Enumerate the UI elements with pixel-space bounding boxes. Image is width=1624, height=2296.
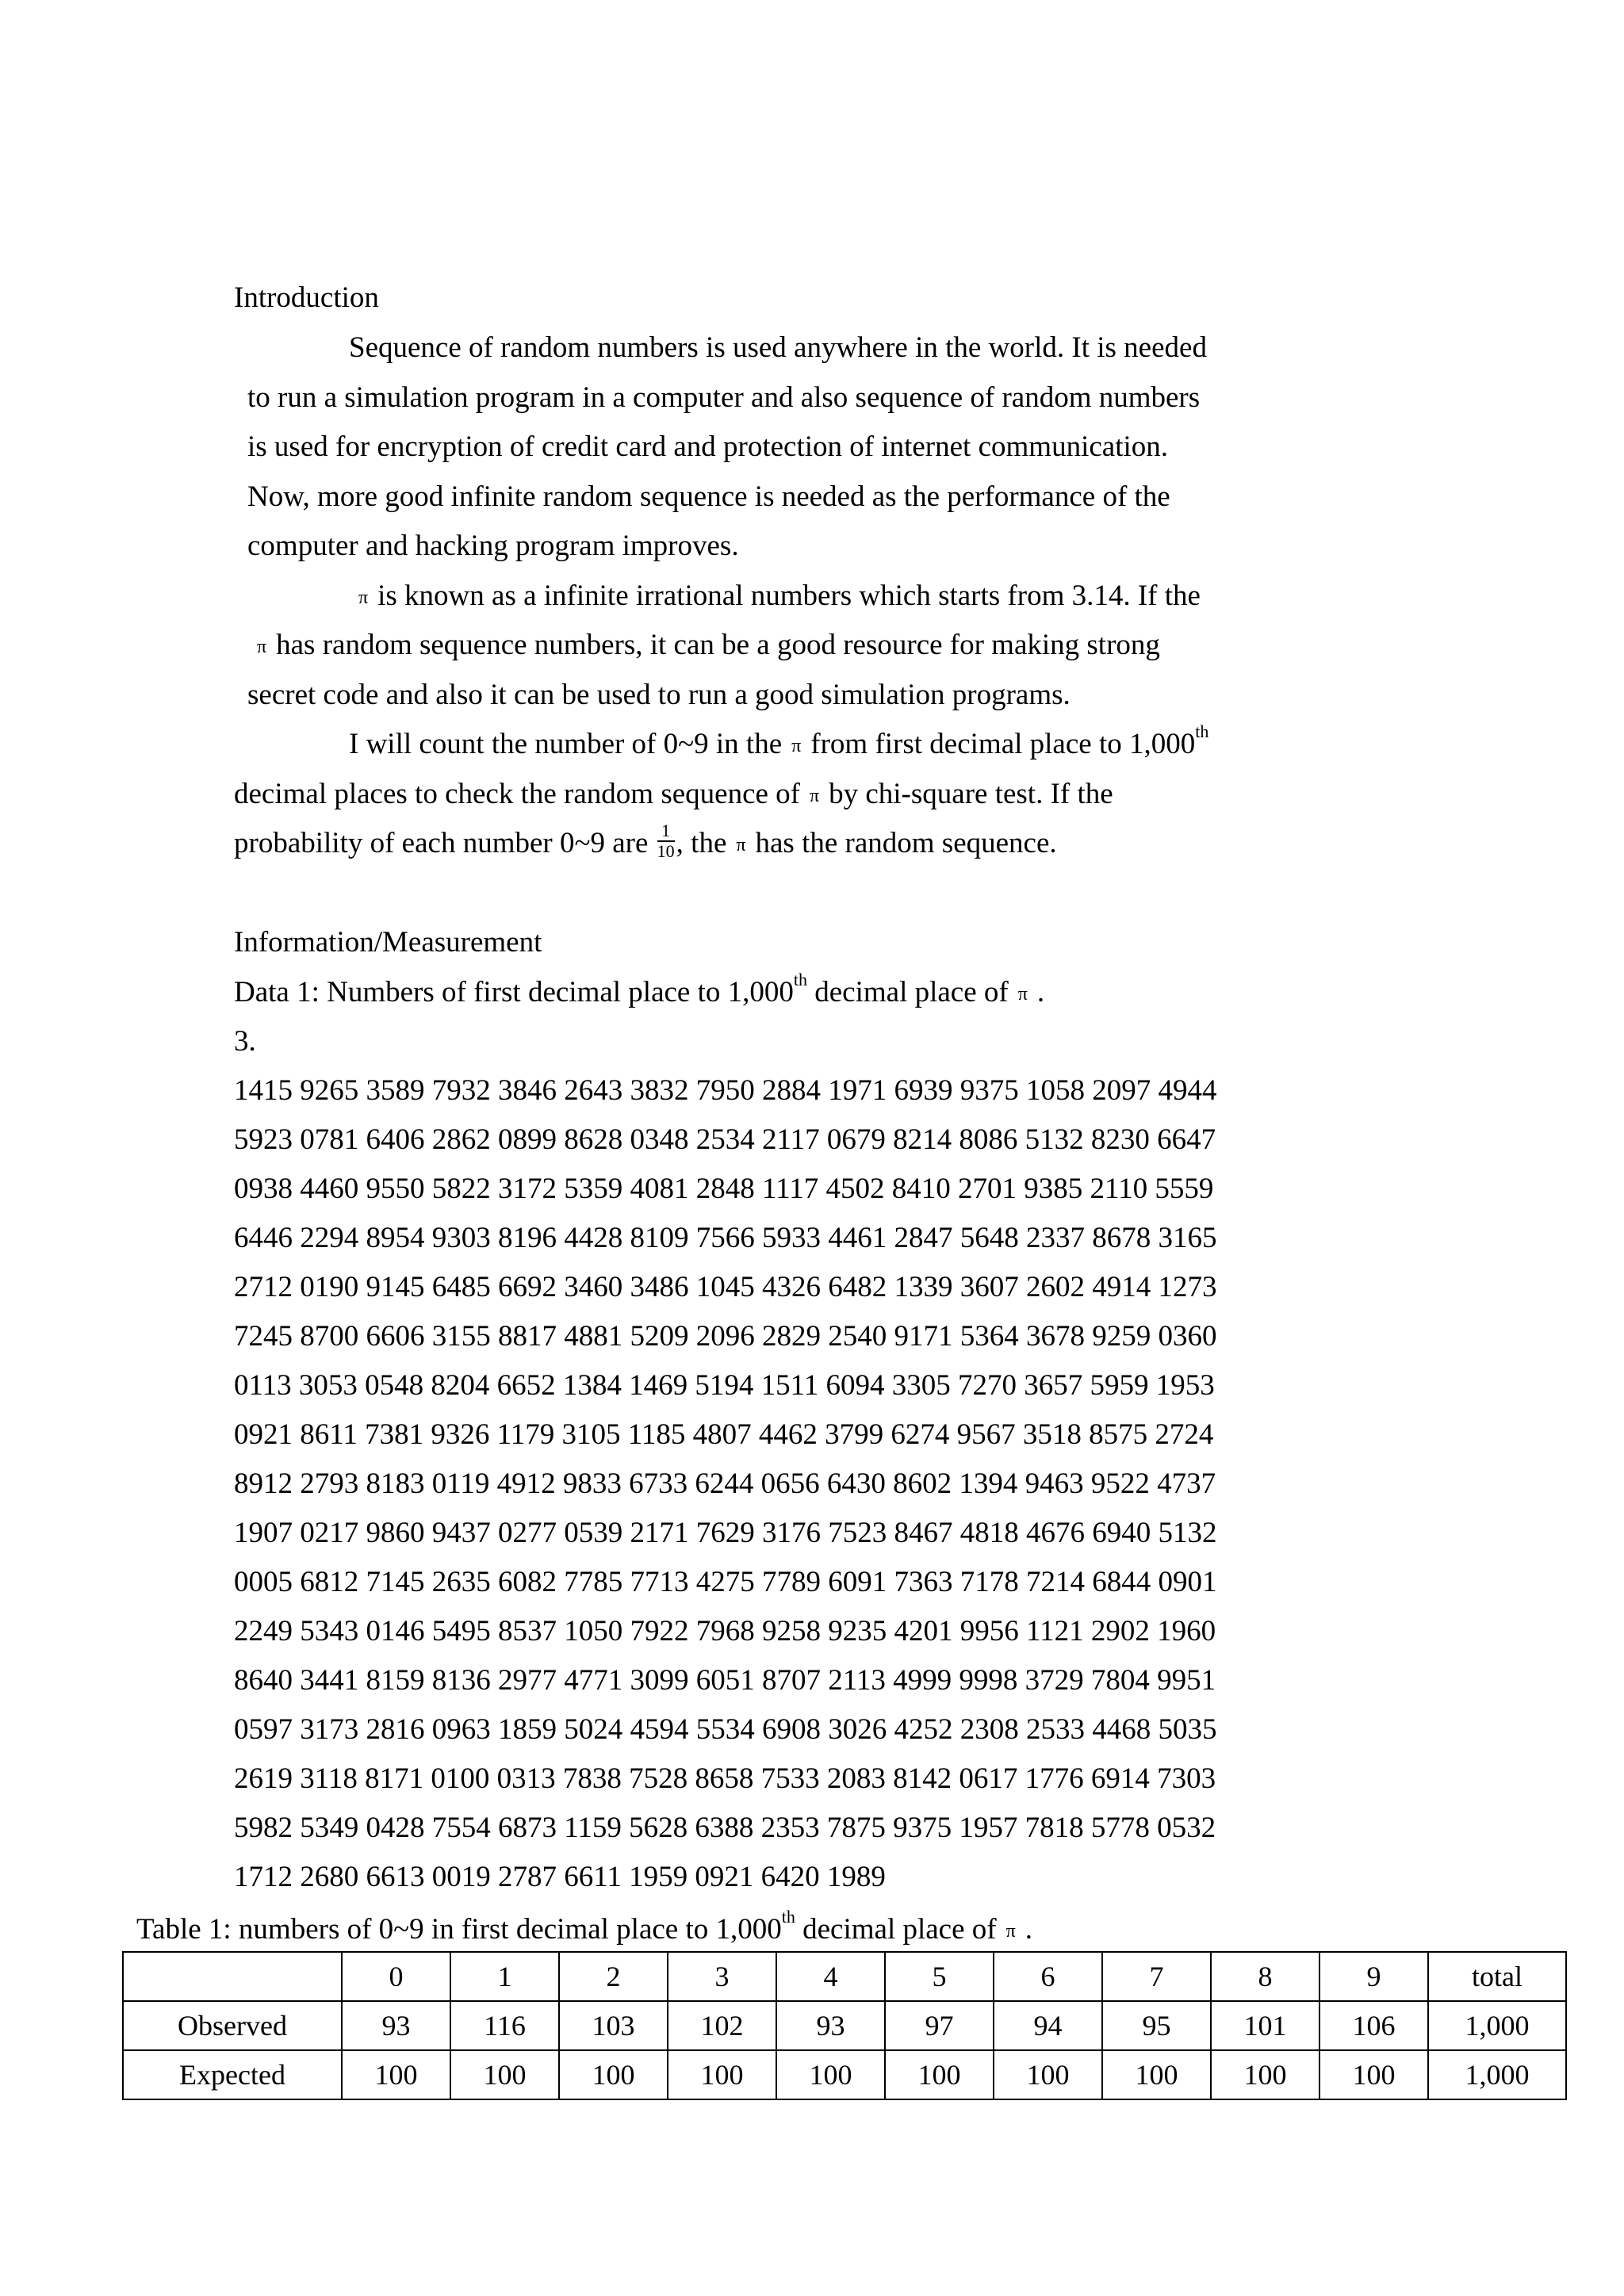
intro-paragraph-1-line-2: to run a simulation program in a computer and also sequence of random numbers xyxy=(247,381,1201,414)
digit-row: 0113 3053 0548 8204 6652 1384 1469 5194 1511 6094 3305 7270 3657 5959 1953 xyxy=(234,1369,1215,1402)
table-1-caption-end: . xyxy=(1025,1913,1032,1946)
digit-row: 8640 3441 8159 8136 2977 4771 3099 6051 8707 2113 4999 9998 3729 7804 9951 xyxy=(234,1664,1216,1697)
header-cell: 8 xyxy=(1211,1952,1320,2001)
header-cell: 0 xyxy=(342,1952,450,2001)
intro-p3-text-2a: decimal places to check the random sequence of xyxy=(234,778,800,810)
intro-p2-text-2: has random sequence numbers, it can be a good resource for making strong xyxy=(276,629,1160,661)
table-cell: 100 xyxy=(668,2050,776,2099)
data-1-caption xyxy=(234,970,1045,1014)
header-cell: 3 xyxy=(668,1952,776,2001)
intro-paragraph-1-line-3: is used for encryption of credit card and protection of internet communication. xyxy=(247,430,1169,463)
data-1-text-b: decimal place of xyxy=(814,976,1009,1008)
table-cell: 1,000 xyxy=(1428,2001,1566,2050)
introduction-heading: Introduction xyxy=(234,281,379,314)
table-cell: 100 xyxy=(1102,2050,1211,2099)
data-1-end: . xyxy=(1036,976,1045,1008)
table-cell: 100 xyxy=(1320,2050,1428,2099)
header-cell: 7 xyxy=(1102,1952,1211,2001)
measurement-heading: Information/Measurement xyxy=(234,926,542,959)
table-cell: 103 xyxy=(559,2001,668,2050)
header-cell: 2 xyxy=(559,1952,668,2001)
digit-row: 5923 0781 6406 2862 0899 8628 0348 2534 2117 0679 8214 8086 5132 8230 6647 xyxy=(234,1123,1216,1156)
fraction-numerator: 1 xyxy=(657,821,675,842)
table-cell: 100 xyxy=(885,2050,994,2099)
digit-row: 0005 6812 7145 2635 6082 7785 7713 4275 7789 6091 7363 7178 7214 6844 0901 xyxy=(234,1566,1217,1598)
digit-row: 2712 0190 9145 6485 6692 3460 3486 1045 4326 6482 1339 3607 2602 4914 1273 xyxy=(234,1271,1217,1303)
pi-symbol: π xyxy=(257,637,267,657)
table-cell: 100 xyxy=(994,2050,1102,2099)
table-cell: 100 xyxy=(450,2050,559,2099)
fraction-denominator: 10 xyxy=(657,840,675,861)
table-cell: 100 xyxy=(776,2050,885,2099)
superscript-th: th xyxy=(781,1907,795,1927)
table-cell: 100 xyxy=(1211,2050,1320,2099)
header-cell xyxy=(123,1952,342,2001)
header-cell: 5 xyxy=(885,1952,994,2001)
digit-count-table xyxy=(122,1951,1567,2100)
digit-row: 2619 3118 8171 0100 0313 7838 7528 8658 7533 2083 8142 0617 1776 6914 7303 xyxy=(234,1762,1216,1795)
table-cell: 116 xyxy=(450,2001,559,2050)
table-cell: 94 xyxy=(994,2001,1102,2050)
table-cell: 102 xyxy=(668,2001,776,2050)
table-row-expected xyxy=(123,2050,1566,2099)
table-cell: 106 xyxy=(1320,2001,1428,2050)
intro-p2-text-1: is known as a infinite irrational numbers which starts from 3.14. If the xyxy=(377,580,1201,612)
intro-p3-text-2b: by chi-square test. If the xyxy=(829,778,1113,810)
table-row-observed xyxy=(123,2001,1566,2050)
intro-paragraph-3-line-2 xyxy=(234,776,1113,816)
intro-paragraph-2-line-3: secret code and also it can be used to run a good simulation programs. xyxy=(247,679,1071,711)
table-cell: 100 xyxy=(342,2050,450,2099)
digit-row: 6446 2294 8954 9303 8196 4428 8109 7566 5933 4461 2847 5648 2337 8678 3165 xyxy=(234,1222,1217,1254)
intro-paragraph-1-line-1: Sequence of random numbers is used anywhere in the world. It is needed xyxy=(349,331,1207,364)
digit-row: 7245 8700 6606 3155 8817 4881 5209 2096 2829 2540 9171 5364 3678 9259 0360 xyxy=(234,1320,1217,1353)
header-cell: total xyxy=(1428,1952,1566,2001)
data-1-text-a: Data 1: Numbers of first decimal place to 1,000 xyxy=(234,976,794,1008)
intro-p3-text-1a: I will count the number of 0~9 in the xyxy=(349,728,783,760)
pi-symbol: π xyxy=(809,786,820,806)
pi-integer-part: 3. xyxy=(234,1025,256,1058)
header-cell: 6 xyxy=(994,1952,1102,2001)
table-header-row xyxy=(123,1952,1566,2001)
intro-paragraph-1-line-4: Now, more good infinite random sequence is needed as the performance of the xyxy=(247,480,1170,513)
pi-symbol: π xyxy=(358,587,369,608)
digit-row: 2249 5343 0146 5495 8537 1050 7922 7968 9258 9235 4201 9956 1121 2902 1960 xyxy=(234,1615,1216,1647)
digit-row: 0938 4460 9550 5822 3172 5359 4081 2848 1117 4502 8410 2701 9385 2110 5559 xyxy=(234,1173,1214,1205)
digit-row: 1415 9265 3589 7932 3846 2643 3832 7950 2884 1971 6939 9375 1058 2097 4944 xyxy=(234,1074,1217,1107)
intro-paragraph-2-line-1 xyxy=(349,578,1201,618)
header-cell: 1 xyxy=(450,1952,559,2001)
digit-row: 8912 2793 8183 0119 4912 9833 6733 6244 0656 6430 8602 1394 9463 9522 4737 xyxy=(234,1468,1216,1500)
intro-p3-text-3a: probability of each number 0~9 are xyxy=(234,827,649,859)
pi-symbol: π xyxy=(1017,984,1028,1004)
superscript-th: th xyxy=(793,970,807,989)
pi-symbol: π xyxy=(1005,1921,1016,1942)
table-cell: 1,000 xyxy=(1428,2050,1566,2099)
table-cell: 93 xyxy=(776,2001,885,2050)
table-cell: 95 xyxy=(1102,2001,1211,2050)
row-label-observed: Observed xyxy=(123,2001,342,2050)
intro-paragraph-3-line-1 xyxy=(349,721,1209,766)
table-1-caption-a: Table 1: numbers of 0~9 in first decimal place to 1,000 xyxy=(136,1913,782,1946)
digit-row: 1907 0217 9860 9437 0277 0539 2171 7629 3176 7523 8467 4818 4676 6940 5132 xyxy=(234,1517,1217,1549)
fraction-one-tenth xyxy=(657,821,675,861)
digit-row: 1712 2680 6613 0019 2787 6611 1959 0921 6420 1989 xyxy=(234,1861,886,1893)
digit-row: 0597 3173 2816 0963 1859 5024 4594 5534 6908 3026 4252 2308 2533 4468 5035 xyxy=(234,1713,1217,1746)
row-label-expected: Expected xyxy=(123,2050,342,2099)
intro-p3-text-1b: from first decimal place to 1,000 xyxy=(810,728,1196,760)
intro-paragraph-1-line-5: computer and hacking program improves. xyxy=(247,530,739,562)
pi-digit-block xyxy=(234,1066,1217,1902)
table-cell: 101 xyxy=(1211,2001,1320,2050)
superscript-th: th xyxy=(1195,721,1209,741)
intro-paragraph-3-line-3 xyxy=(234,820,1057,866)
digit-row: 0921 8611 7381 9326 1179 3105 1185 4807 4462 3799 6274 9567 3518 8575 2724 xyxy=(234,1418,1214,1451)
table-1-caption-b: decimal place of xyxy=(802,1913,997,1946)
intro-paragraph-2-line-2 xyxy=(247,627,1160,667)
table-cell: 97 xyxy=(885,2001,994,2050)
pi-symbol: π xyxy=(736,835,746,855)
header-cell: 4 xyxy=(776,1952,885,2001)
intro-p3-text-3c: has the random sequence. xyxy=(755,827,1057,859)
digit-row: 5982 5349 0428 7554 6873 1159 5628 6388 2353 7875 9375 1957 7818 5778 0532 xyxy=(234,1812,1216,1844)
table-cell: 93 xyxy=(342,2001,450,2050)
header-cell: 9 xyxy=(1320,1952,1428,2001)
pi-symbol: π xyxy=(791,736,802,756)
table-cell: 100 xyxy=(559,2050,668,2099)
intro-p3-text-3b: , the xyxy=(676,827,727,859)
table-1-caption xyxy=(136,1907,1032,1951)
